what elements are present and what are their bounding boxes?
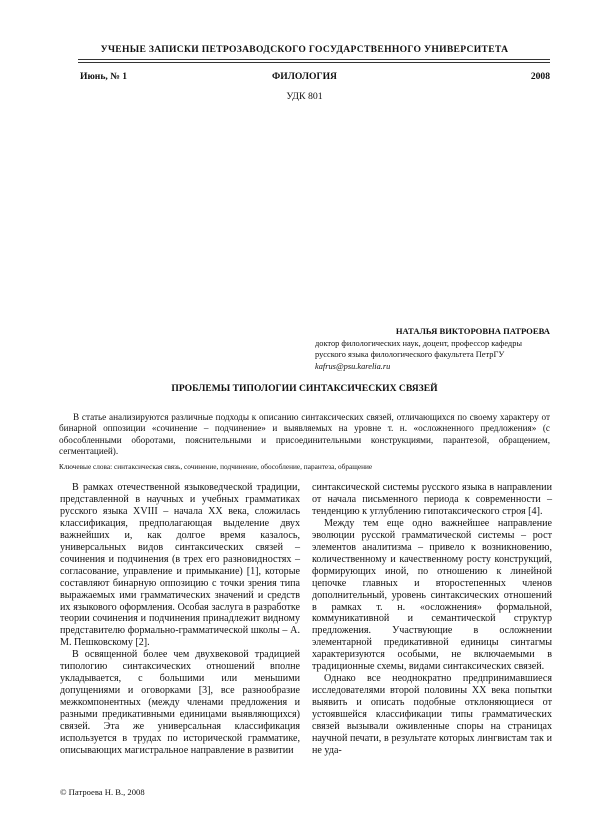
paragraph: Между тем еще одно важнейшее направление эволюции русской грамматической системы – рост элементов аналитизма – привело к возникновению, количественному и качественному росту конструкций, формирующих иной, по отношению к линейной цепочке главных и второстепенных членов дополнительный, уровень синтаксических отношений в рамках т. н. «осложнения» формальной, коммуникативной и семантической структур предложения. Участвующие в осложнении элементарной предикативной единицы синтагмы характеризуются особыми, не включаемыми в традиционные схемы, видами синтаксических связей. <box>312 517 552 673</box>
header-rule-bottom <box>78 62 550 63</box>
section-label: ФИЛОЛОГИЯ <box>272 71 337 82</box>
copyright: © Патроева Н. В., 2008 <box>60 787 145 797</box>
paragraph: Однако все неоднократно предпринимавшиеся исследователями второй половины XX века попытки выявить и описать подобные отклоняющиеся от устоявшейся классификации типы грамматических связей вызывали оживленные споры на страницах научной печати, в результате которых лингвистам так и не уда- <box>312 673 552 756</box>
abstract: В статье анализируются различные подходы к описанию синтаксических связей, отличающихся по своему характеру от бинарной оппозиции «сочинение – подчинение» и выявляемых на уровне т. н. «осложненного предложения» (с обособленными оборотами, пояснительными и присоединительными конструкциями, парантезой, обращением, сегментацией). <box>59 412 550 456</box>
affiliation-line: доктор филологических наук, доцент, профессор кафедры <box>315 339 523 348</box>
issue-label: Июнь, № 1 <box>80 71 128 82</box>
keywords: Ключевые слова: синтаксическая связь, сочинение, подчинение, обособление, парантеза, обращение <box>59 462 373 471</box>
udk-code: УДК 801 <box>286 91 323 102</box>
author-affiliation <box>315 338 555 372</box>
right-column <box>312 482 552 757</box>
paragraph: синтаксической системы русского языка в направлении от начала письменного периода к современности – тенденцию к углублению гипотаксического строя [4]. <box>312 482 552 517</box>
left-column <box>60 482 300 757</box>
year-label: 2008 <box>530 71 550 82</box>
article-title: ПРОБЛЕМЫ ТИПОЛОГИИ СИНТАКСИЧЕСКИХ СВЯЗЕЙ <box>171 383 438 394</box>
journal-title: УЧЕНЫЕ ЗАПИСКИ ПЕТРОЗАВОДСКОГО ГОСУДАРСТВЕННОГО УНИВЕРСИТЕТА <box>100 44 509 55</box>
author-name: НАТАЛЬЯ ВИКТОРОВНА ПАТРОЕВА <box>395 326 550 336</box>
paragraph: В рамках отечественной языковедческой традиции, представленной в научных и учебных грамматиках русского языка XVIII – начала XX века, сложилась классификация, предполагающая выделение двух важнейших и, как долгое время казалось, универсальных видов синтаксических связей – сочинения и подчинения (в трех его разновидностях – согласование, управление и примыкание) [1], которые составляют бинарную оппозицию с точки зрения типа выражаемых ими грамматических значений и средств их языкового оформления. Особая заслуга в разработке теории сочинения и подчинения принадлежит видному представителю формально-грамматической школы – А. М. Пешковскому [2]. <box>60 482 300 649</box>
header-rule-top <box>78 59 550 60</box>
affiliation-line: русского языка филологического факультета ПетрГУ <box>315 350 505 360</box>
author-email: kafrus@psu.karelia.ru <box>315 361 391 371</box>
paragraph: В освященной более чем двухвековой традицией типологию синтаксических отношений вполне укладывается, с большими или меньшими допущениями и оговорками [3], все разнообразие межкомпонентных (между членами предложения и разными предикативными единицами выявляющихся) связей. Эта же универсальная классификация используется в трудах по исторической грамматике, описывающих магистральное направление в развитии <box>60 649 300 756</box>
